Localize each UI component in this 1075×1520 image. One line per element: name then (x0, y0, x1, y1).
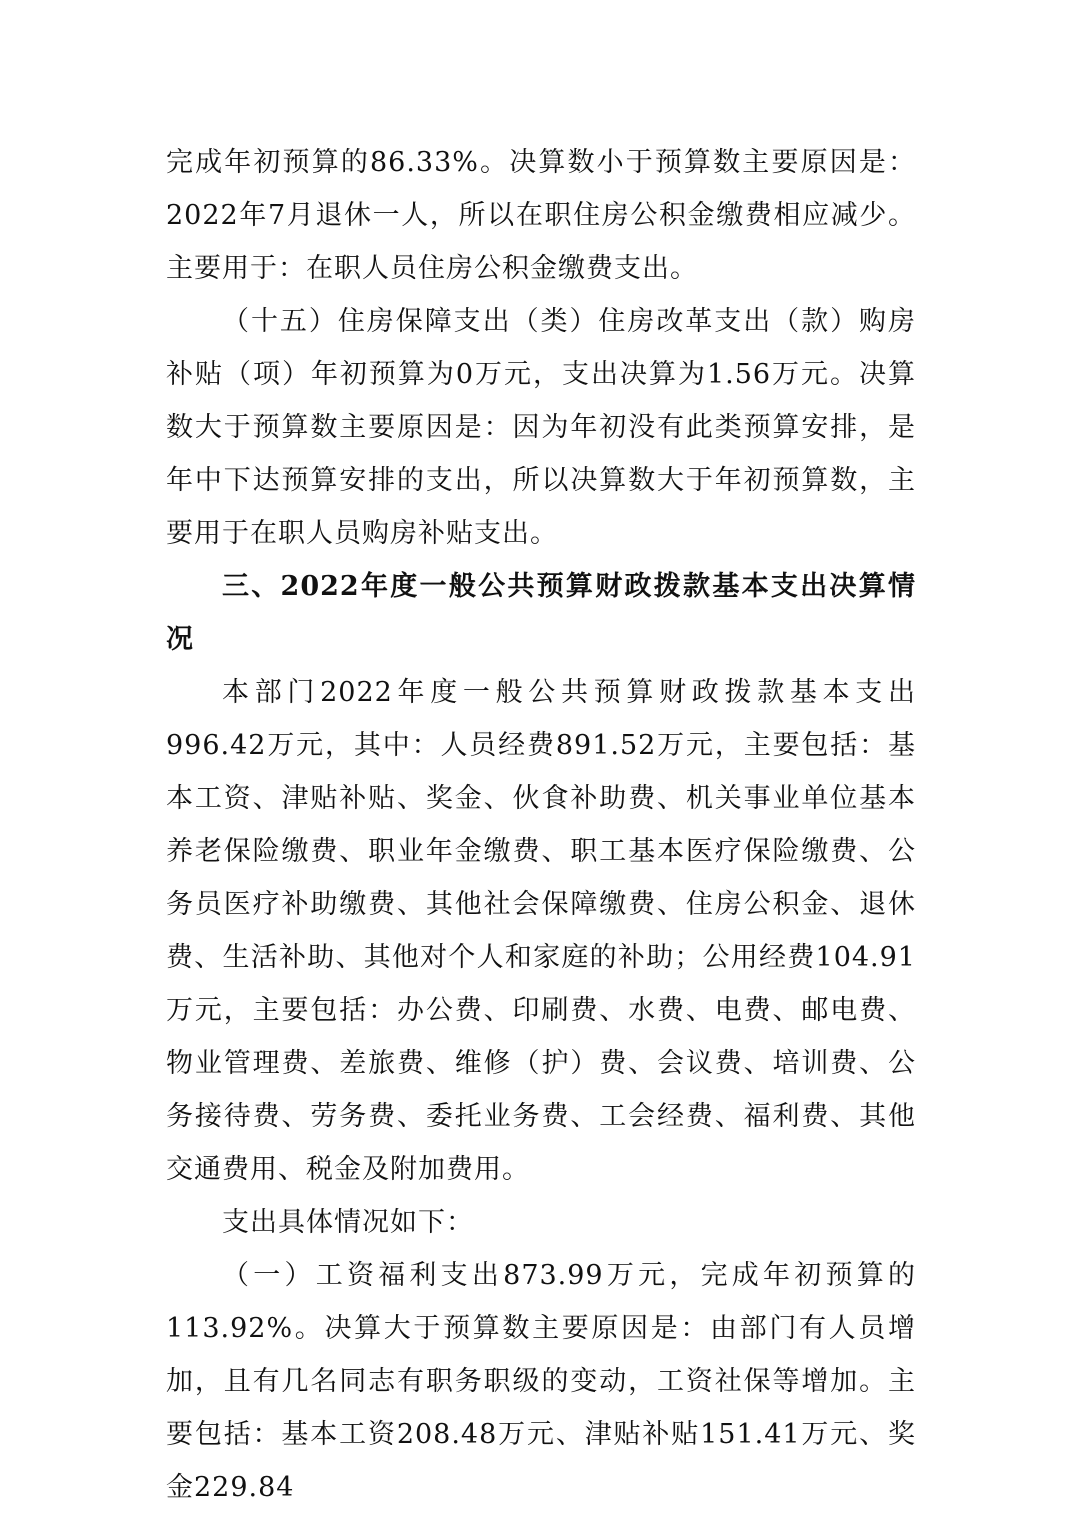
paragraph-details-intro: 支出具体情况如下： (222, 1207, 474, 1238)
document-body (166, 136, 916, 1514)
paragraph-housing-fund-summary: 完成年初预算的86.33%。决算数小于预算数主要原因是：2022年7月退休一人，所以在职住房公积金缴费相应减少。主要用于：在职人员住房公积金缴费支出。 (166, 147, 916, 284)
paragraph-housing-subsidy: （十五）住房保障支出（类）住房改革支出（款）购房补贴（项）年初预算为0万元，支出决算为1.56万元。决算数大于预算数主要原因是：因为年初没有此类预算安排，是年中下达预算安排的支出，所以决算数大于年初预算数，主要用于在职人员购房补贴支出。 (166, 306, 916, 549)
paragraph-salary-welfare: （一）工资福利支出873.99万元，完成年初预算的113.92%。决算大于预算数主要原因是：由部门有人员增加，且有几名同志有职务职级的变动，工资社保等增加。主要包括：基本工资208.48万元、津贴补贴151.41万元、奖金229.84 (166, 1260, 916, 1503)
paragraph-basic-expenditure-overview: 本部门2022年度一般公共预算财政拨款基本支出996.42万元，其中：人员经费891.52万元，主要包括：基本工资、津贴补贴、奖金、伙食补助费、机关事业单位基本养老保险缴费、职业年金缴费、职工基本医疗保险缴费、公务员医疗补助缴费、其他社会保障缴费、住房公积金、退休费、生活补助、其他对个人和家庭的补助；公用经费104.91万元，主要包括：办公费、印刷费、水费、电费、邮电费、物业管理费、差旅费、维修（护）费、会议费、培训费、公务接待费、劳务费、委托业务费、工会经费、福利费、其他交通费用、税金及附加费用。 (166, 677, 916, 1185)
section-heading-basic-expenditure: 三、2022年度一般公共预算财政拨款基本支出决算情况 (166, 571, 916, 655)
